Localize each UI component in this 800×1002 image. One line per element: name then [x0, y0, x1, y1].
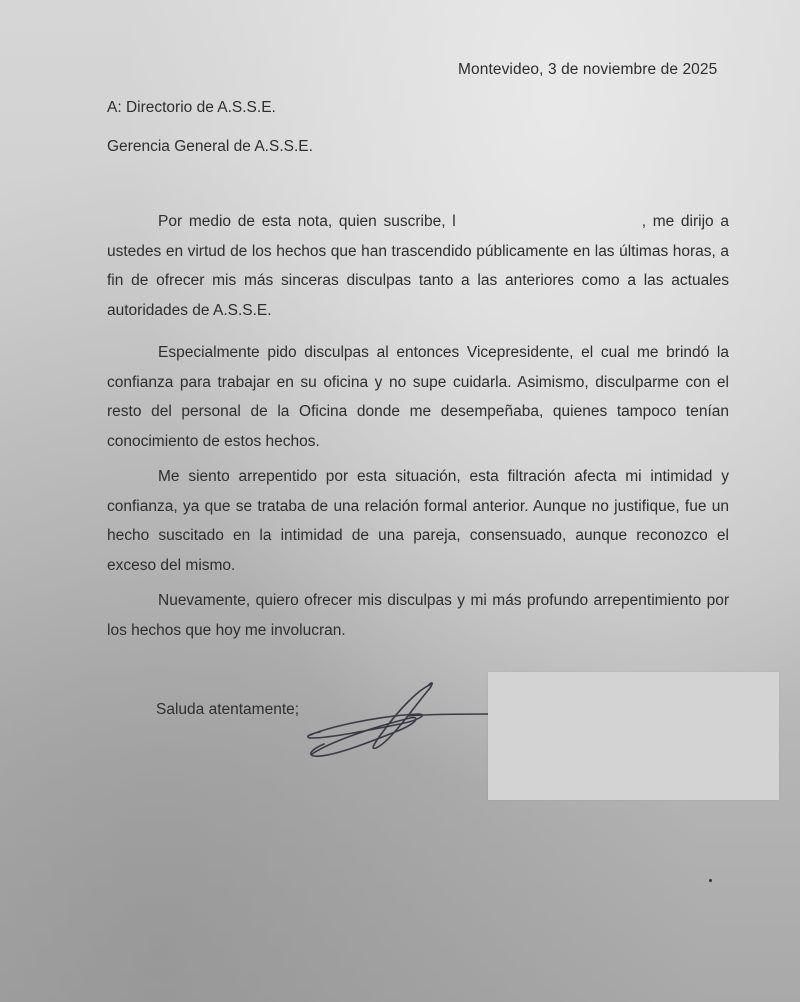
paragraph-4-text: Nuevamente, quiero ofrecer mis disculpas y mi más profundo arrepentimiento por los hechos que hoy me involucran.: [107, 592, 729, 639]
paper-speck: [709, 879, 712, 882]
redacted-name: [456, 215, 642, 229]
paragraph-1-start: Por medio de esta nota, quien suscribe, l: [158, 213, 456, 230]
signature-icon: [300, 678, 500, 768]
paragraph-1: [107, 207, 729, 325]
paragraph-3-text: Me siento arrepentido por esta situación, esta filtración afecta mi intimidad y confianza, ya que se trataba de una relación formal anterior. Aunque no justifique, fue un hecho suscitado en la intimidad de una pareja, consensuado, aunque reconozco el exceso del mismo.: [107, 468, 729, 574]
closing-salutation: Saluda atentamente;: [156, 701, 300, 718]
paragraph-4: [107, 586, 729, 645]
recipient-gerencia: Gerencia General de A.S.S.E.: [107, 138, 313, 155]
paragraph-1-end: , me dirijo a ustedes en virtud de los hechos que han trascendido públicamente en las últimas horas, a fin de ofrecer mis más sinceras disculpas tanto a las anteriores como a las actuales autoridades de A.S.S.E.: [107, 213, 729, 319]
paragraph-2: [107, 338, 729, 456]
paragraph-3: [107, 462, 729, 580]
paragraph-2-text: Especialmente pido disculpas al entonces Vicepresidente, el cual me brindó la confianza para trabajar en su oficina y no supe cuidarla. Asimismo, disculparme con el resto del personal de la Oficina donde me desempeñaba, quienes tampoco tenían conocimiento de estos hechos.: [107, 344, 729, 450]
redaction-box: [488, 672, 779, 800]
recipient-directorio: A: Directorio de A.S.S.E.: [107, 99, 276, 116]
place-date: Montevideo, 3 de noviembre de 2025: [458, 61, 718, 78]
